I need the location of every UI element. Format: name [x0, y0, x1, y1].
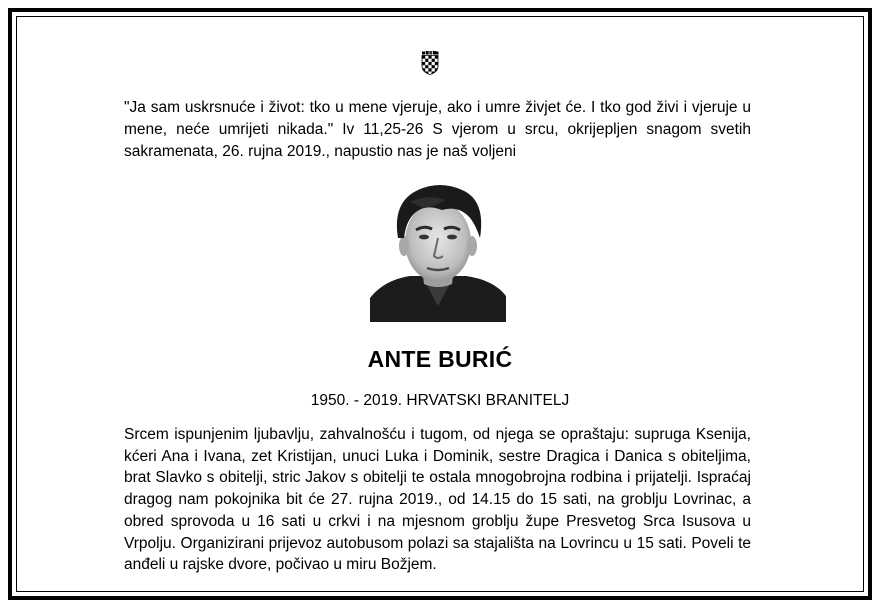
- deceased-name: ANTE BURIĆ: [367, 346, 513, 372]
- portrait-photo: [370, 180, 506, 322]
- croatian-coat-of-arms-icon: [421, 51, 439, 75]
- life-dates: 1950. - 2019. HRVATSKI BRANITELJ: [310, 392, 570, 409]
- bible-quote: "Ja sam uskrsnuće i život: tko u mene vjeruje, ako i umre živjet će. I tko god živi i vjeruje u mene, neće umrijeti nikada." Iv 11,25-26 S vjerom u srcu, okrijepljen snagom svetih sakramenata, 26. rujna 2019., napustio nas je naš voljeni: [124, 99, 751, 160]
- funeral-announcement: Srcem ispunjenim ljubavlju, zahvalnošću i tugom, od njega se opraštaju: supruga Ksenija, kćeri Ana i Ivana, zet Kristijan, unuci Luka i Dominik, sestre Dragica i Danica s obiteljima, brat Slavko s obitelji, stric Jakov s obitelji te ostala mnogobrojna rodbina i prijatelji. Ispraćaj dragog nam pokojnika bit će 27. rujna 2019., od 14.15 do 15 sati, na groblju Lovrinac, a obred sprovoda u 16 sati u crkvi i na mjesnom groblju župe Presvetog Srca Isusova u Vrpolju. Organizirani prijevoz autobusom polazi sa stajališta na Lovrincu u 15 sati. Poveli te anđeli u rajske dvore, počivao u miru Božjem.: [124, 426, 751, 574]
